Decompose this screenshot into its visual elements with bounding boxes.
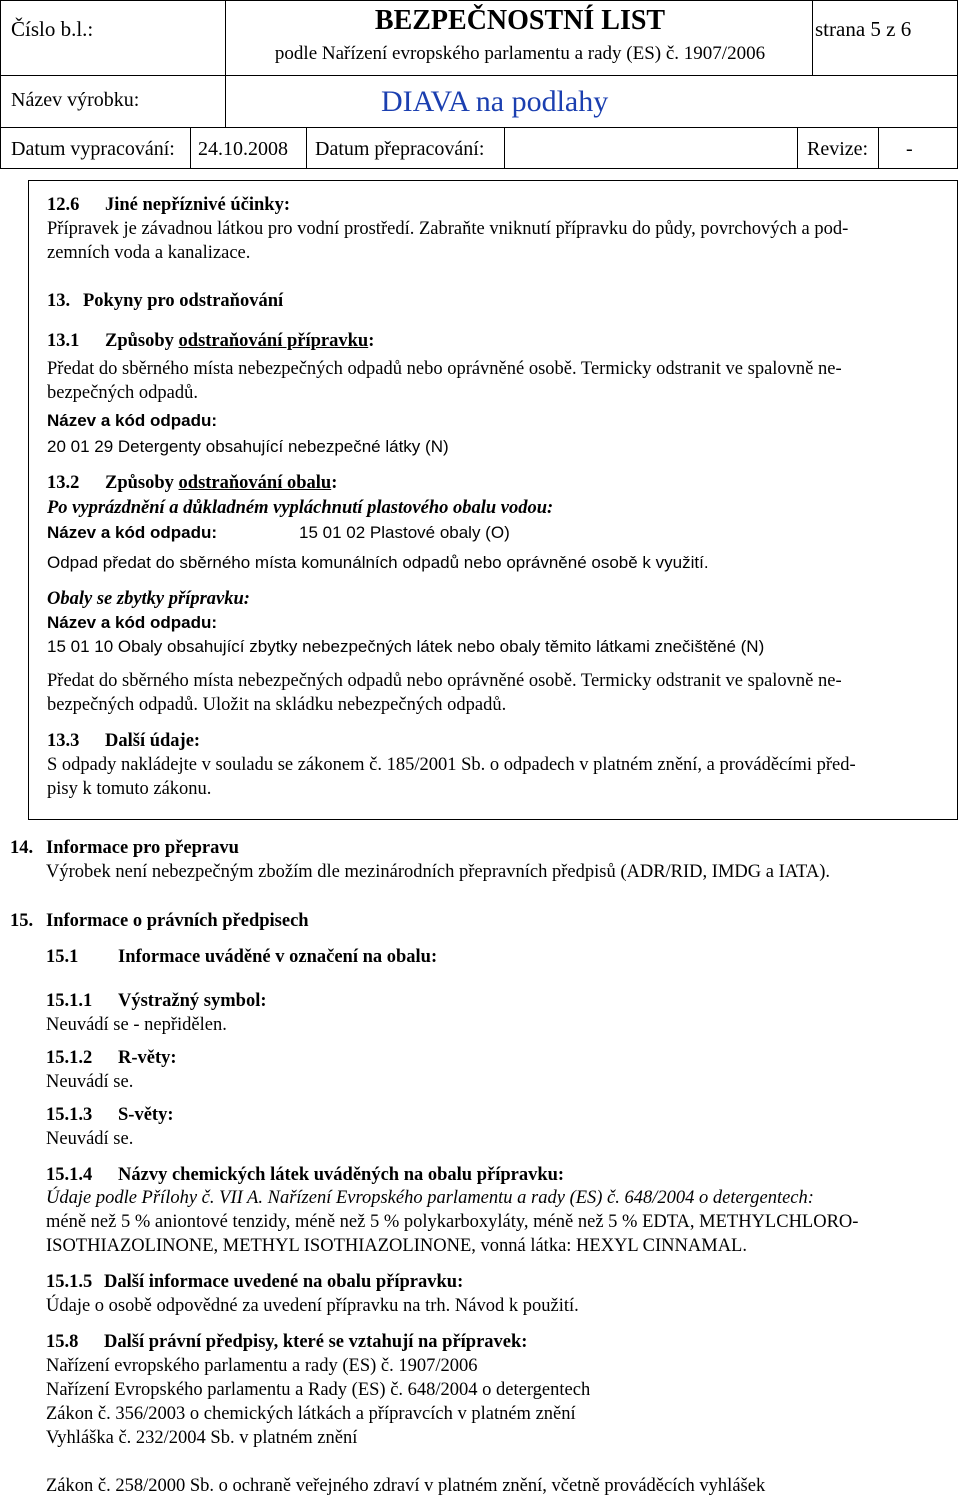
section-13-1-line1: Předat do sběrného místa nebezpečných odpadů nebo oprávněné osobě. Termicky odstranit ve spalovně ne- — [47, 359, 842, 379]
section-13-1-code-label: Název a kód odpadu: — [47, 411, 218, 430]
date-revised-label: Datum přepracování: — [315, 138, 485, 160]
section-13-2-italic-heading: Po vyprázdnění a důkladném vypláchnutí plastového obalu vodou: — [47, 498, 554, 518]
section-15-8-line3: Zákon č. 356/2003 o chemických látkách a přípravcích v platném znění — [46, 1404, 576, 1424]
section-13-2-code-label-2: Název a kód odpadu: — [47, 613, 218, 632]
section-13-1-code-value: 20 01 29 Detergenty obsahující nebezpečné látky (N) — [47, 437, 449, 456]
section-13-2-line3: Předat do sběrného místa nebezpečných odpadů nebo oprávněné osobě. Termicky odstranit ve spalovně ne- — [47, 671, 842, 691]
section-14-line1: Výrobek není nebezpečným zbožím dle mezinárodních přepravních předpisů (ADR/RID, IMDG a IATA). — [46, 862, 831, 882]
section-box-12-13 — [28, 180, 958, 820]
section-15-1-5-text: Údaje o osobě odpovědné za uvedení přípravku na trh. Návod k použití. — [46, 1296, 579, 1316]
section-15-8-number: 15.8 — [46, 1332, 79, 1352]
section-15-1-5-title: Další informace uvedené na obalu přípravku: — [104, 1272, 464, 1292]
section-15-8-line2: Nařízení Evropského parlamentu a Rady (ES) č. 648/2004 o detergentech — [46, 1380, 591, 1400]
date-created-label: Datum vypracování: — [11, 138, 175, 160]
section-15-1-4-line2: ISOTHIAZOLINONE, METHYL ISOTHIAZOLINONE, vonná látka: HEXYL CINNAMAL. — [46, 1236, 747, 1256]
section-15-number: 15. — [10, 911, 34, 931]
section-13-3-line1: S odpady nakládejte v souladu se zákonem č. 185/2001 Sb. o odpadech v platném znění, a prováděcími před- — [47, 755, 856, 775]
page-number: strana 5 z 6 — [815, 17, 912, 41]
section-15-8-title: Další právní předpisy, které se vztahují na přípravek: — [104, 1332, 528, 1352]
header-row-title — [1, 1, 957, 76]
section-15-title: Informace o právních předpisech — [46, 911, 309, 931]
section-15-1-4-italic: Údaje podle Přílohy č. VII A. Nařízení Evropského parlamentu a rady (ES) č. 648/2004 o detergentech: — [46, 1188, 814, 1208]
section-15-8-line1: Nařízení evropského parlamentu a rady (ES) č. 1907/2006 — [46, 1356, 478, 1376]
section-13-1-line2: bezpečných odpadů. — [47, 383, 199, 403]
document-title: BEZPEČNOSTNÍ LIST — [374, 5, 666, 36]
section-15-1-2-text: Neuvádí se. — [46, 1072, 134, 1092]
section-12-6-title: Jiné nepříznivé účinky: — [105, 195, 291, 215]
date-created-value: 24.10.2008 — [198, 138, 288, 160]
section-15-1-2-number: 15.1.2 — [46, 1048, 93, 1068]
section-12-6-line1: Přípravek je závadnou látkou pro vodní prostředí. Zabraňte vniknutí přípravku do půdy, povrchových a pod- — [47, 219, 849, 239]
section-15-1-5-number: 15.1.5 — [46, 1272, 93, 1292]
section-15-1-4-line1: méně než 5 % aniontové tenzidy, méně než 5 % polykarboxyláty, méně než 5 % EDTA, METHYLCHLORO- — [46, 1212, 859, 1232]
section-15-1-3-text: Neuvádí se. — [46, 1129, 134, 1149]
section-15-1-4-number: 15.1.4 — [46, 1165, 93, 1185]
section-12-6-number: 12.6 — [47, 195, 80, 215]
section-13-2-code-value: 15 01 02 Plastové obaly (O) — [299, 523, 510, 542]
section-13-2-title: Způsoby odstraňování obalu: — [105, 473, 338, 493]
section-13-1-number: 13.1 — [47, 331, 80, 351]
section-15-1-1-title: Výstražný symbol: — [118, 991, 267, 1011]
section-13-3-line2: pisy k tomuto zákonu. — [47, 779, 212, 799]
section-15-1-3-title: S-věty: — [118, 1105, 174, 1125]
section-15-1-1-number: 15.1.1 — [46, 991, 93, 1011]
section-15-1-3-number: 15.1.3 — [46, 1105, 93, 1125]
section-14-number: 14. — [10, 838, 34, 858]
document-header — [0, 0, 958, 169]
revision-label: Revize: — [807, 138, 869, 160]
header-row-product — [1, 75, 957, 128]
section-13-number: 13. — [47, 291, 71, 311]
section-13-3-title: Další údaje: — [105, 731, 201, 751]
section-15-1-2-title: R-věty: — [118, 1048, 177, 1068]
section-15-1-number: 15.1 — [46, 947, 79, 967]
section-15-8-line4: Vyhláška č. 232/2004 Sb. v platném znění — [46, 1428, 358, 1448]
section-13-3-number: 13.3 — [47, 731, 80, 751]
section-13-title: Pokyny pro odstraňování — [83, 291, 284, 311]
section-14-title: Informace pro přepravu — [46, 838, 239, 858]
section-13-2-line-odpad: Odpad předat do sběrného místa komunálních odpadů nebo oprávněné osobě k využití. — [47, 553, 709, 572]
section-13-2-code-label: Název a kód odpadu: — [47, 523, 218, 542]
section-13-2-code-value-2: 15 01 10 Obaly obsahující zbytky nebezpečných látek nebo obaly těmito látkami znečištěné (N) — [47, 637, 765, 656]
product-name-label: Název výrobku: — [11, 89, 140, 111]
section-13-2-italic-obaly: Obaly se zbytky přípravku: — [47, 589, 250, 609]
section-13-2-line4: bezpečných odpadů. Uložit na skládku nebezpečných odpadů. — [47, 695, 507, 715]
header-row-dates — [1, 127, 957, 169]
section-12-6-line2: zemních voda a kanalizace. — [47, 243, 251, 263]
product-name: DIAVA na podlahy — [381, 85, 609, 118]
section-15-1-1-text: Neuvádí se - nepřidělen. — [46, 1015, 227, 1035]
section-15-8-line5: Zákon č. 258/2000 Sb. o ochraně veřejného zdraví v platném znění, včetně prováděcích vyhlášek — [46, 1476, 766, 1496]
section-13-1-title: Způsoby odstraňování přípravku: — [105, 331, 375, 351]
section-15-1-title: Informace uváděné v označení na obalu: — [118, 947, 438, 967]
revision-value: - — [906, 138, 913, 160]
section-13-2-number: 13.2 — [47, 473, 80, 493]
cislo-bl-label: Číslo b.l.: — [11, 17, 94, 41]
document-subtitle: podle Nařízení evropského parlamentu a rady (ES) č. 1907/2006 — [274, 43, 766, 64]
section-15-1-4-title: Názvy chemických látek uváděných na obalu přípravku: — [118, 1165, 565, 1185]
